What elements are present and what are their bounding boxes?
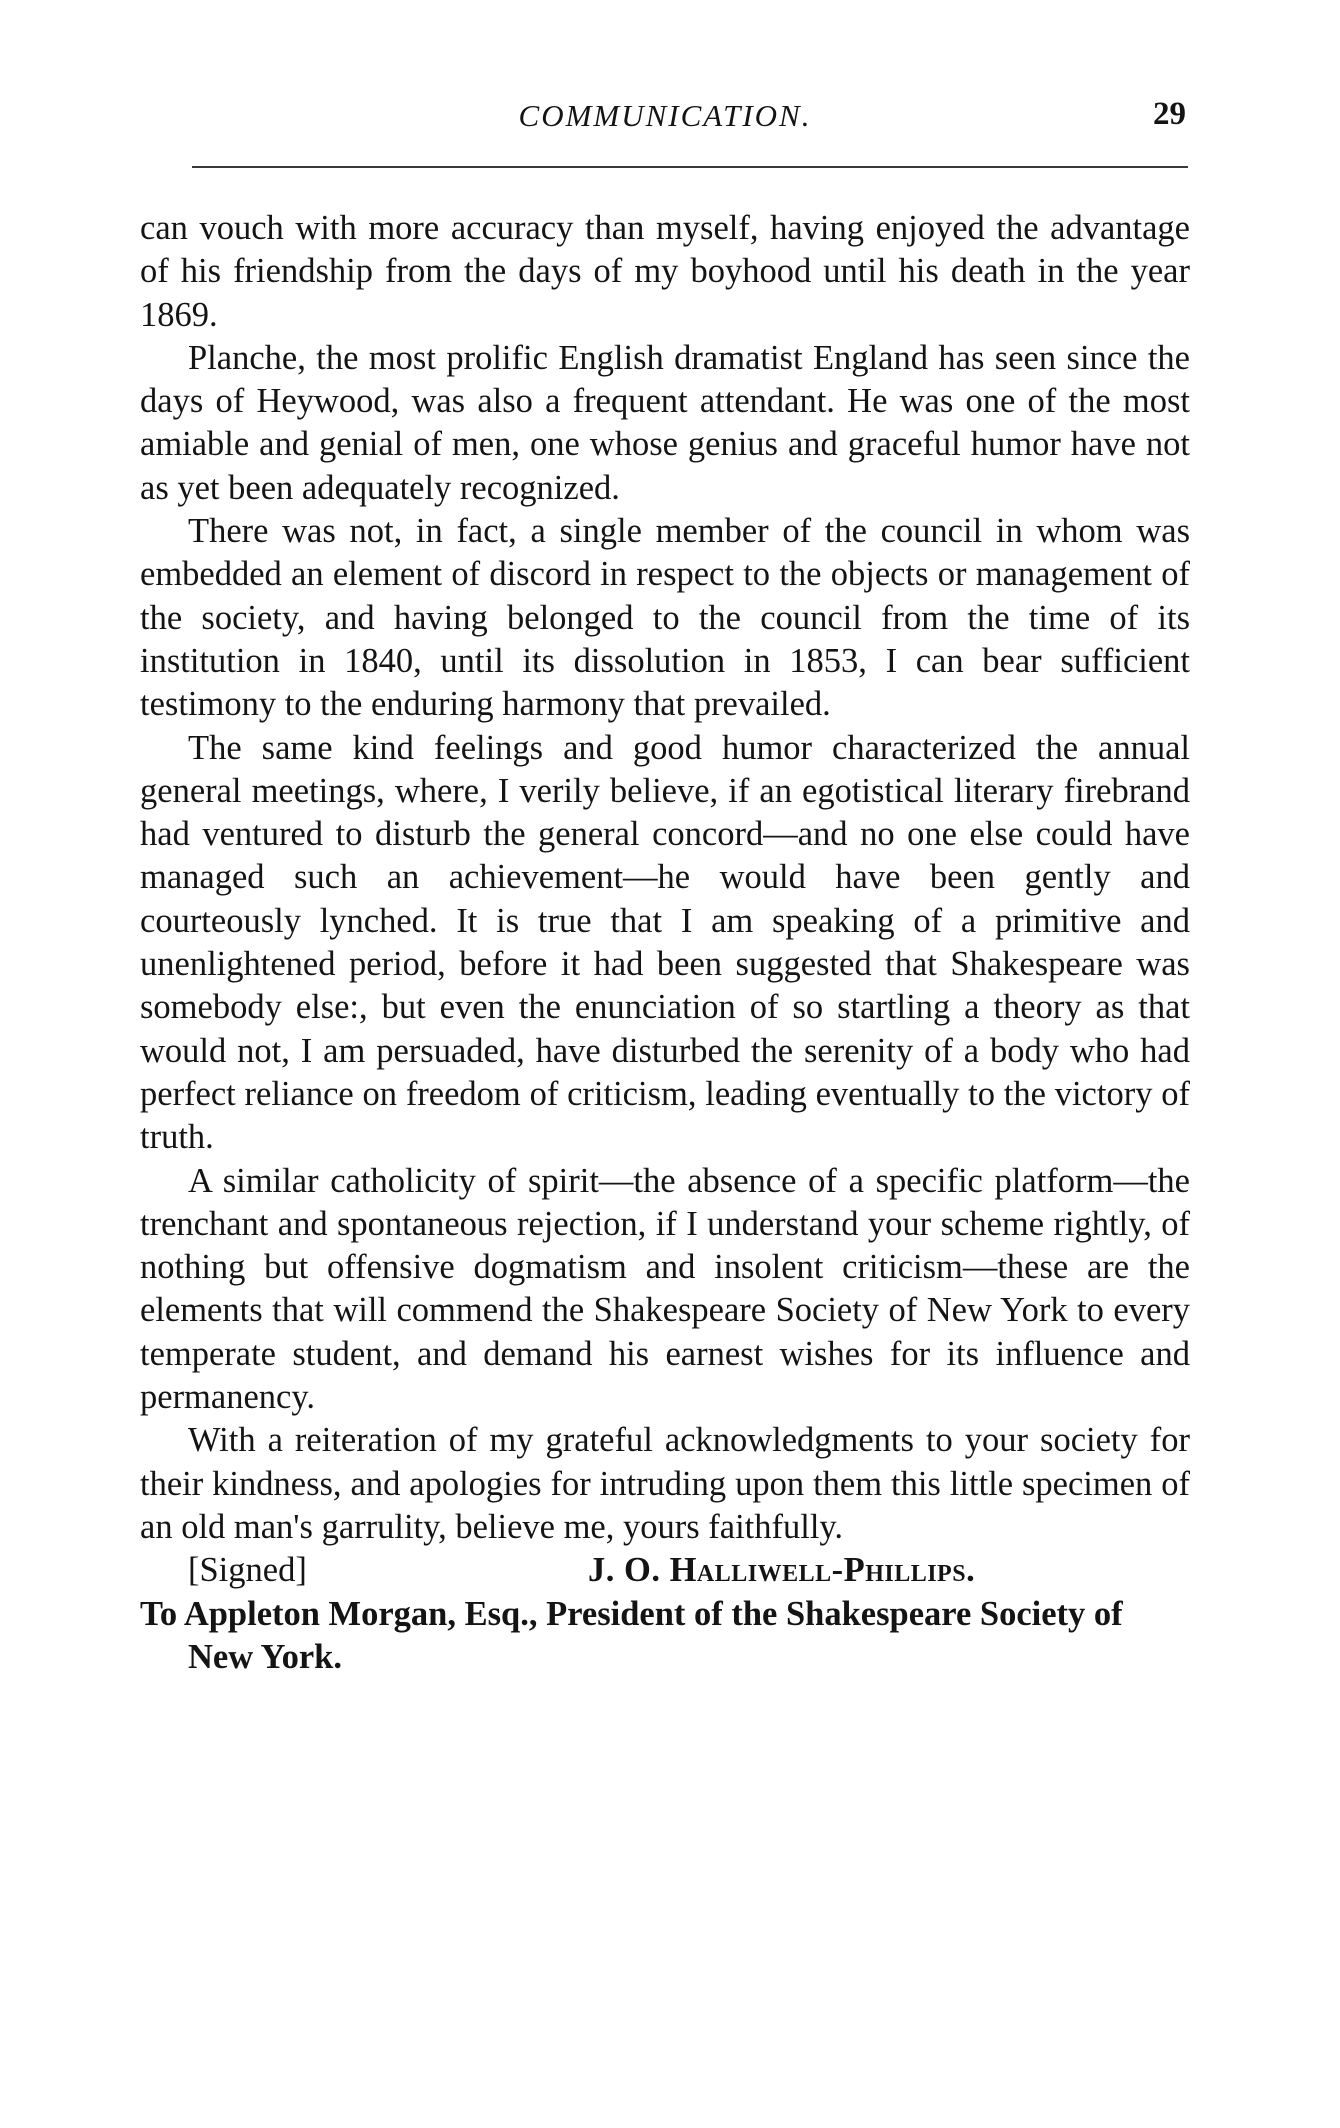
running-title: COMMUNICATION.	[518, 98, 812, 133]
paragraph-continuation: can vouch with more accuracy than myself, having enjoyed the advantage of his friendship from the days of my boyhood until his death in the year 1869.	[140, 209, 1190, 334]
paragraph-catholicity: A similar catholicity of spirit—the absence of a specific platform—the trenchant and spontaneous rejection, if I understand your scheme rightly, of nothing but offensive dogmatism and insolent criticism—these are the elements that will commend the Shakespeare Society of New York to every temperate student, and demand his earnest wishes for its influence and permanency.	[140, 1161, 1190, 1417]
header-rule	[192, 166, 1188, 168]
signature-line	[140, 1549, 1190, 1592]
recipient-address: To Appleton Morgan, Esq., President of the Shakespeare Society of New York.	[140, 1594, 1123, 1676]
paragraph-closing: With a reiteration of my grateful acknowledgments to your society for their kindness, and apologies for intruding upon them this little specimen of an old man's garrulity, believe me, yours faithfully.	[140, 1421, 1190, 1546]
signature-label: [Signed]	[188, 1551, 307, 1590]
paragraph-general-meetings: The same kind feelings and good humor characterized the annual general meetings, where, I verily believe, if an egotistical literary firebrand had ventured to disturb the general concord—and no one else could have managed such an achievement—he would have been gently and courteously lynched. It is true that I am speaking of a primitive and unenlightened period, before it had been suggested that Shakespeare was somebody else:, but even the enunciation of so startling a theory as that would not, I am persuaded, have disturbed the serenity of a body who had perfect reliance on freedom of criticism, leading eventually to the victory of truth.	[140, 728, 1190, 1157]
paragraph-council: There was not, in fact, a single member of the council in whom was embedded an element of discord in respect to the objects or management of the society, and having belonged to the council from the time of its institution in 1840, until its dissolution in 1853, I can bear sufficient testimony to the enduring harmony that prevailed.	[140, 512, 1190, 724]
running-header	[140, 98, 1190, 142]
letter-body	[140, 207, 1190, 1679]
page-number: 29	[1153, 96, 1186, 132]
signature-name: J. O. Halliwell-Phillips.	[588, 1551, 976, 1590]
paragraph-planche: Planche, the most prolific English dramatist England has seen since the days of Heywood, was also a frequent attendant. He was one of the most amiable and genial of men, one whose genius and graceful humor have not as yet been adequately recognized.	[140, 338, 1190, 507]
